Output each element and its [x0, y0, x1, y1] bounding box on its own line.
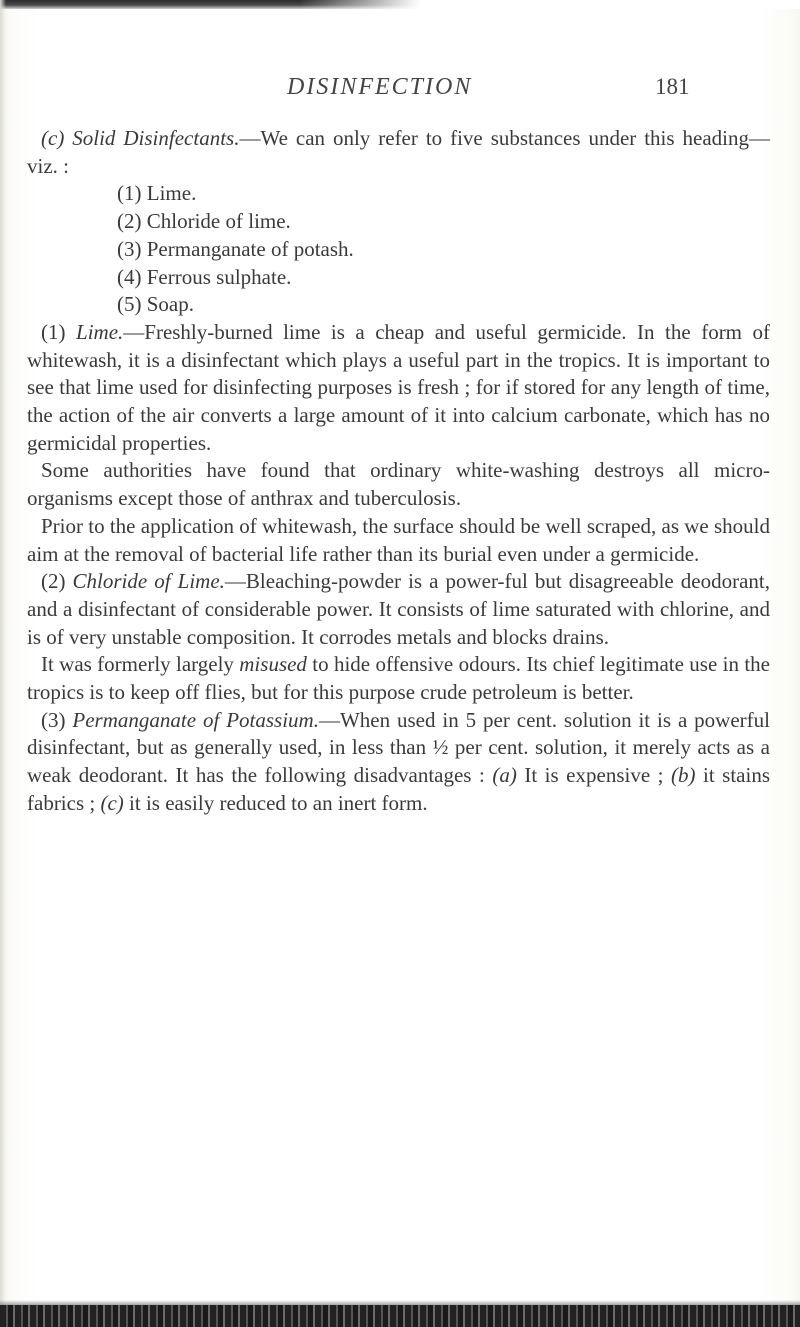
chloride-paragraph-2: It was formerly largely misused to hide offensive odours. Its chief legitimate use in the tropics is to keep off flies, but for this purpose crude petroleum is better.	[27, 652, 770, 705]
lime-heading: Lime.	[76, 319, 124, 344]
permanganate-paragraph: (3) Permanganate of Potassium.—When used in 5 per cent. solution it is a powerful disinfectant, but as generally used, in less than ½ per cent. solution, it merely acts as a weak deodorant. It has the following disadvantages : (a) It is expensive ; (b) it stains fabrics ; (c) it is easily reduced to an inert form.	[27, 707, 770, 815]
chloride-paragraph	[27, 568, 770, 651]
page-body	[27, 125, 770, 818]
section-c-paragraph	[27, 125, 770, 180]
lime-paragraph	[27, 319, 770, 458]
lime-paragraph-2: Some authorities have found that ordinary white-washing destroys all micro-organisms except those of anthrax and tuberculosis.	[27, 458, 770, 511]
list-item: (3) Permanganate of potash.	[117, 236, 354, 261]
lime-number: (1)	[41, 319, 66, 344]
permanganate-number: (3)	[41, 707, 66, 732]
page-gutter-shadow	[0, 0, 6, 1327]
list-item: (5) Soap.	[117, 292, 194, 317]
section-c-label: (c)	[41, 126, 65, 150]
page-bottom-edge	[0, 1305, 800, 1327]
section-c-intro: —We can only refer to five substances under this heading—viz. :	[27, 126, 770, 178]
chloride-heading: Chloride of Lime.	[72, 569, 225, 594]
section-c-heading: Solid Disinfectants.	[72, 126, 240, 150]
page-number: 181	[655, 74, 690, 99]
chloride-number: (2)	[41, 569, 66, 594]
page-top-shadow-fade	[300, 0, 800, 9]
running-head-title: DISINFECTION	[287, 74, 473, 100]
lime-text: —Freshly-burned lime is a cheap and useful germicide. In the form of whitewash, it is a disinfectant which plays a useful part in the tropics. It is important to see that lime used for disinfecting purposes is fresh ; for if stored for any length of time, the action of the air converts a large amount of it into calcium carbonate, which has no germicidal properties.	[27, 319, 771, 455]
list-item: (2) Chloride of lime.	[117, 209, 291, 234]
chloride-text: —Bleaching-powder is a power-ful but disagreeable deodorant, and a disinfectant of considerable power. It consists of lime saturated with chlorine, and is of very unstable composition. It corrodes metals and blocks drains.	[27, 569, 770, 649]
list-item: (1) Lime.	[117, 181, 197, 206]
list-item: (4) Ferrous sulphate.	[117, 264, 292, 289]
lime-paragraph-3: Prior to the application of whitewash, the surface should be well scraped, as we should aim at the removal of bacterial life rather than its burial even under a germicide.	[27, 513, 770, 566]
emphasis-misused: misused	[239, 652, 307, 677]
substance-list	[117, 180, 770, 319]
permanganate-heading: Permanganate of Potassium.	[72, 707, 319, 732]
